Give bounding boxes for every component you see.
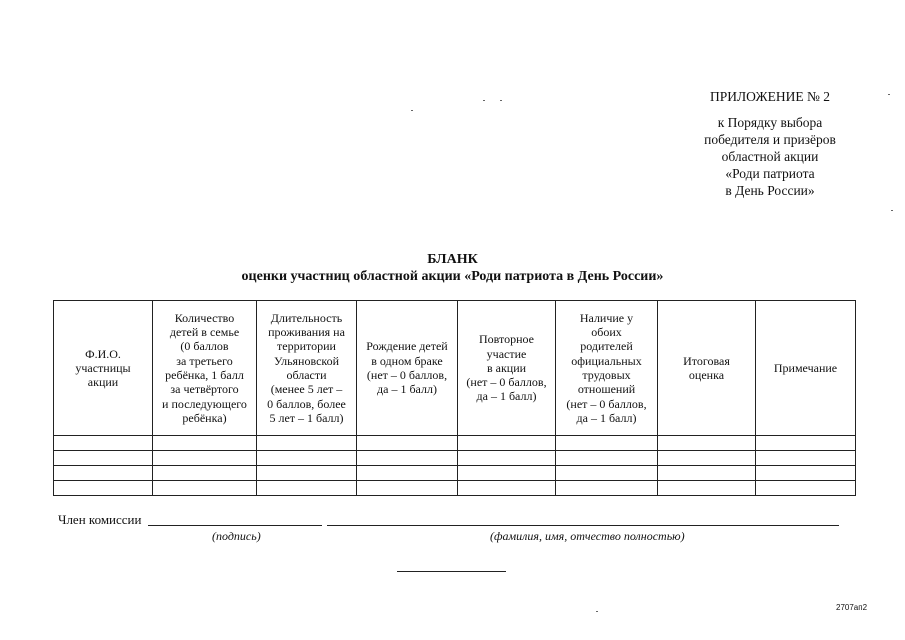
- form-heading: [0, 251, 905, 285]
- scan-speck: [596, 611, 598, 612]
- table-row: [54, 466, 856, 481]
- column-header-line: в акции: [486, 360, 527, 375]
- table-cell[interactable]: [458, 451, 556, 466]
- appendix-title: ПРИЛОЖЕНИЕ № 2: [709, 89, 831, 104]
- appendix-line: «Роди патриота: [725, 166, 815, 181]
- column-header-line: да – 1 балл): [576, 410, 637, 425]
- column-header-line: Длительность: [270, 310, 343, 325]
- table-cell[interactable]: [257, 451, 357, 466]
- appendix-line: к Порядку выбора: [717, 115, 823, 130]
- column-header: [257, 301, 357, 436]
- column-header: [756, 301, 856, 436]
- form-title: БЛАНК: [427, 252, 478, 267]
- table-cell[interactable]: [153, 466, 257, 481]
- table-cell[interactable]: [54, 466, 153, 481]
- scan-speck: [411, 110, 413, 111]
- table-cell[interactable]: [257, 481, 357, 496]
- column-header-line: обоих: [591, 325, 622, 340]
- column-header-line: 5 лет – 1 балл): [269, 410, 344, 425]
- scan-speck: [891, 210, 893, 211]
- table-cell[interactable]: [357, 481, 458, 496]
- column-header: [153, 301, 257, 436]
- column-header-line: ребёнка, 1 балл: [165, 368, 244, 382]
- table-header-row: [54, 301, 856, 436]
- column-header-line: Повторное: [478, 332, 534, 347]
- table-cell[interactable]: [556, 466, 658, 481]
- column-header: [54, 301, 153, 436]
- table-cell[interactable]: [458, 436, 556, 451]
- scan-speck: [500, 100, 502, 101]
- column-header-line: 0 баллов, более: [267, 396, 346, 411]
- signature-hint: (подпись): [212, 529, 261, 543]
- table-cell[interactable]: [756, 451, 856, 466]
- column-header-line: области: [286, 368, 327, 382]
- column-header-line: оценка: [688, 368, 725, 382]
- column-header-line: Наличие у: [579, 310, 634, 325]
- column-header-line: территории: [277, 339, 336, 354]
- table-body: [54, 436, 856, 496]
- column-header-line: за четвёртого: [170, 382, 239, 397]
- column-header-line: (нет – 0 баллов,: [566, 396, 647, 411]
- full-name-line[interactable]: [327, 525, 839, 526]
- column-header-line: Ульяновской: [273, 353, 340, 368]
- table-cell[interactable]: [458, 466, 556, 481]
- column-header: [458, 301, 556, 436]
- table-cell[interactable]: [357, 436, 458, 451]
- column-header-line: трудовых: [582, 368, 631, 382]
- table-cell[interactable]: [54, 481, 153, 496]
- table-cell[interactable]: [756, 466, 856, 481]
- column-header-line: Итоговая: [683, 353, 730, 368]
- appendix-line: областной акции: [721, 149, 819, 164]
- scan-speck: [483, 100, 485, 101]
- table-cell[interactable]: [54, 436, 153, 451]
- column-header-line: родителей: [580, 339, 633, 354]
- column-header-line: (нет – 0 баллов,: [466, 375, 547, 390]
- column-header-line: да – 1 балл): [377, 382, 437, 397]
- form-subtitle: оценки участниц областной акции «Роди патриота в День России»: [241, 269, 664, 284]
- table-cell[interactable]: [257, 436, 357, 451]
- column-header-line: и последующего: [162, 396, 247, 411]
- table-cell[interactable]: [458, 481, 556, 496]
- signature-line[interactable]: [148, 525, 322, 526]
- column-header-line: Примечание: [773, 360, 838, 375]
- table-row: [54, 481, 856, 496]
- column-header-line: участие: [486, 346, 527, 361]
- column-header-line: детей в семье: [169, 325, 240, 340]
- column-header-line: отношений: [577, 382, 636, 397]
- table-row: [54, 436, 856, 451]
- column-header-line: Рождение детей: [366, 339, 448, 354]
- signature-label: Член комиссии: [58, 512, 142, 527]
- table-cell[interactable]: [556, 451, 658, 466]
- column-header-line: (нет – 0 баллов,: [366, 368, 448, 382]
- appendix-line: победителя и призёров: [704, 132, 836, 147]
- short-rule: [397, 571, 506, 572]
- table-cell[interactable]: [556, 436, 658, 451]
- column-header: [556, 301, 658, 436]
- table-cell[interactable]: [54, 451, 153, 466]
- table-cell[interactable]: [357, 466, 458, 481]
- column-header-line: официальных: [571, 353, 642, 368]
- scan-speck: [888, 94, 890, 95]
- table-cell[interactable]: [658, 481, 756, 496]
- table-cell[interactable]: [556, 481, 658, 496]
- table-cell[interactable]: [153, 436, 257, 451]
- appendix-block: [690, 88, 850, 199]
- column-header-line: проживания на: [268, 325, 345, 340]
- column-header-line: акции: [87, 375, 119, 390]
- column-header-line: Количество: [174, 310, 235, 325]
- column-header-line: участницы: [75, 360, 131, 375]
- table-cell[interactable]: [756, 436, 856, 451]
- column-header-line: (0 баллов: [180, 339, 229, 354]
- table-cell[interactable]: [756, 481, 856, 496]
- column-header: [658, 301, 756, 436]
- table-cell[interactable]: [357, 451, 458, 466]
- table-cell[interactable]: [658, 451, 756, 466]
- column-header-line: да – 1 балл): [476, 389, 537, 404]
- column-header-line: в одном браке: [371, 353, 443, 368]
- column-header-line: (менее 5 лет –: [270, 382, 343, 397]
- full-name-hint: (фамилия, имя, отчество полностью): [490, 529, 685, 543]
- table-row: [54, 451, 856, 466]
- document-code: 2707ап2: [836, 603, 868, 612]
- column-header-line: за третьего: [176, 353, 233, 368]
- table-cell[interactable]: [658, 436, 756, 451]
- appendix-line: в День России»: [725, 183, 815, 198]
- table-cell[interactable]: [153, 451, 257, 466]
- table-cell[interactable]: [658, 466, 756, 481]
- column-header-line: Ф.И.О.: [85, 346, 121, 361]
- table-cell[interactable]: [257, 466, 357, 481]
- column-header: [357, 301, 458, 436]
- column-header-line: ребёнка): [182, 410, 227, 425]
- table-cell[interactable]: [153, 481, 257, 496]
- assessment-table: [53, 300, 856, 496]
